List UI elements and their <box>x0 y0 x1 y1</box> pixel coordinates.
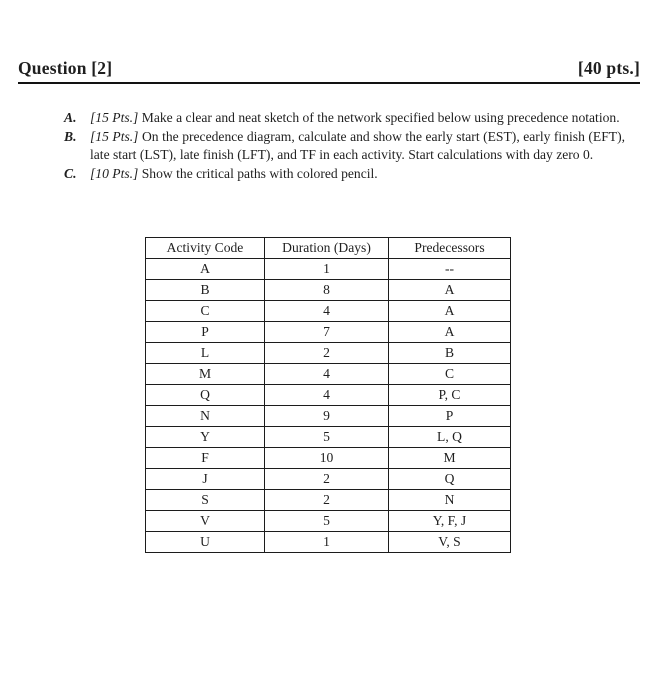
activity-code-cell: S <box>146 490 265 511</box>
list-item-a <box>64 109 625 128</box>
item-points: [15 Pts.] <box>90 110 139 125</box>
table-row <box>146 280 511 301</box>
duration-cell: 1 <box>265 532 389 553</box>
activity-code-cell: U <box>146 532 265 553</box>
predecessors-cell: A <box>389 301 511 322</box>
item-text <box>90 109 625 128</box>
predecessors-cell: P <box>389 406 511 427</box>
table-row <box>146 490 511 511</box>
item-body: Make a clear and neat sketch of the network specified below using precedence notation. <box>141 110 620 125</box>
table-row <box>146 301 511 322</box>
table-row <box>146 532 511 553</box>
duration-cell: 1 <box>265 259 389 280</box>
predecessors-cell: B <box>389 343 511 364</box>
activity-code-cell: N <box>146 406 265 427</box>
activity-code-cell: C <box>146 301 265 322</box>
activity-code-cell: V <box>146 511 265 532</box>
table-row <box>146 343 511 364</box>
activity-code-cell: Y <box>146 427 265 448</box>
table-row <box>146 511 511 532</box>
predecessors-cell: C <box>389 364 511 385</box>
activity-code-cell: A <box>146 259 265 280</box>
duration-cell: 10 <box>265 448 389 469</box>
predecessors-cell: P, C <box>389 385 511 406</box>
table-row <box>146 406 511 427</box>
table-row <box>146 469 511 490</box>
predecessors-cell: -- <box>389 259 511 280</box>
activity-table <box>145 237 511 553</box>
instruction-list <box>64 109 625 183</box>
header-duration-days: Duration (Days) <box>265 238 389 259</box>
activity-code-cell: Q <box>146 385 265 406</box>
predecessors-cell: N <box>389 490 511 511</box>
activity-code-cell: P <box>146 322 265 343</box>
duration-cell: 5 <box>265 427 389 448</box>
predecessors-cell: M <box>389 448 511 469</box>
header-predecessors: Predecessors <box>389 238 511 259</box>
activity-code-cell: M <box>146 364 265 385</box>
predecessors-cell: A <box>389 322 511 343</box>
duration-cell: 2 <box>265 490 389 511</box>
item-label: A. <box>64 110 77 125</box>
item-points: [10 Pts.] <box>90 165 139 181</box>
table-header-row <box>146 238 511 259</box>
duration-cell: 5 <box>265 511 389 532</box>
duration-cell: 4 <box>265 364 389 385</box>
table-row <box>146 427 511 448</box>
table-body <box>146 259 511 553</box>
table-row <box>146 385 511 406</box>
table-row <box>146 322 511 343</box>
duration-cell: 8 <box>265 280 389 301</box>
predecessors-cell: Y, F, J <box>389 511 511 532</box>
predecessors-cell: A <box>389 280 511 301</box>
duration-cell: 4 <box>265 385 389 406</box>
activity-code-cell: F <box>146 448 265 469</box>
item-label: C. <box>64 165 77 181</box>
predecessors-cell: Q <box>389 469 511 490</box>
duration-cell: 4 <box>265 301 389 322</box>
predecessors-cell: V, S <box>389 532 511 553</box>
duration-cell: 7 <box>265 322 389 343</box>
table-row <box>146 448 511 469</box>
table-row <box>146 259 511 280</box>
predecessors-cell: L, Q <box>389 427 511 448</box>
header-activity-code: Activity Code <box>146 238 265 259</box>
question-header <box>18 58 640 84</box>
duration-cell: 2 <box>265 469 389 490</box>
list-item-c <box>64 165 625 184</box>
list-item-b <box>64 128 625 165</box>
item-points: [15 Pts.] <box>90 128 139 144</box>
activity-code-cell: L <box>146 343 265 364</box>
activity-code-cell: J <box>146 469 265 490</box>
item-body: On the precedence diagram, calculate and show the early start (EST), early finish (EFT), late start (LST), late finish (LFT), and TF in each activity. Start calculations with day zero 0. <box>90 128 625 162</box>
item-label: B. <box>64 128 77 144</box>
activity-code-cell: B <box>146 280 265 301</box>
duration-cell: 2 <box>265 343 389 364</box>
item-text <box>90 128 625 165</box>
item-body: Show the critical paths with colored pencil. <box>141 165 378 181</box>
item-text <box>90 165 625 184</box>
question-points-badge: [40 pts.] <box>577 58 640 78</box>
question-title: Question [2] <box>18 58 113 78</box>
table-row <box>146 364 511 385</box>
duration-cell: 9 <box>265 406 389 427</box>
